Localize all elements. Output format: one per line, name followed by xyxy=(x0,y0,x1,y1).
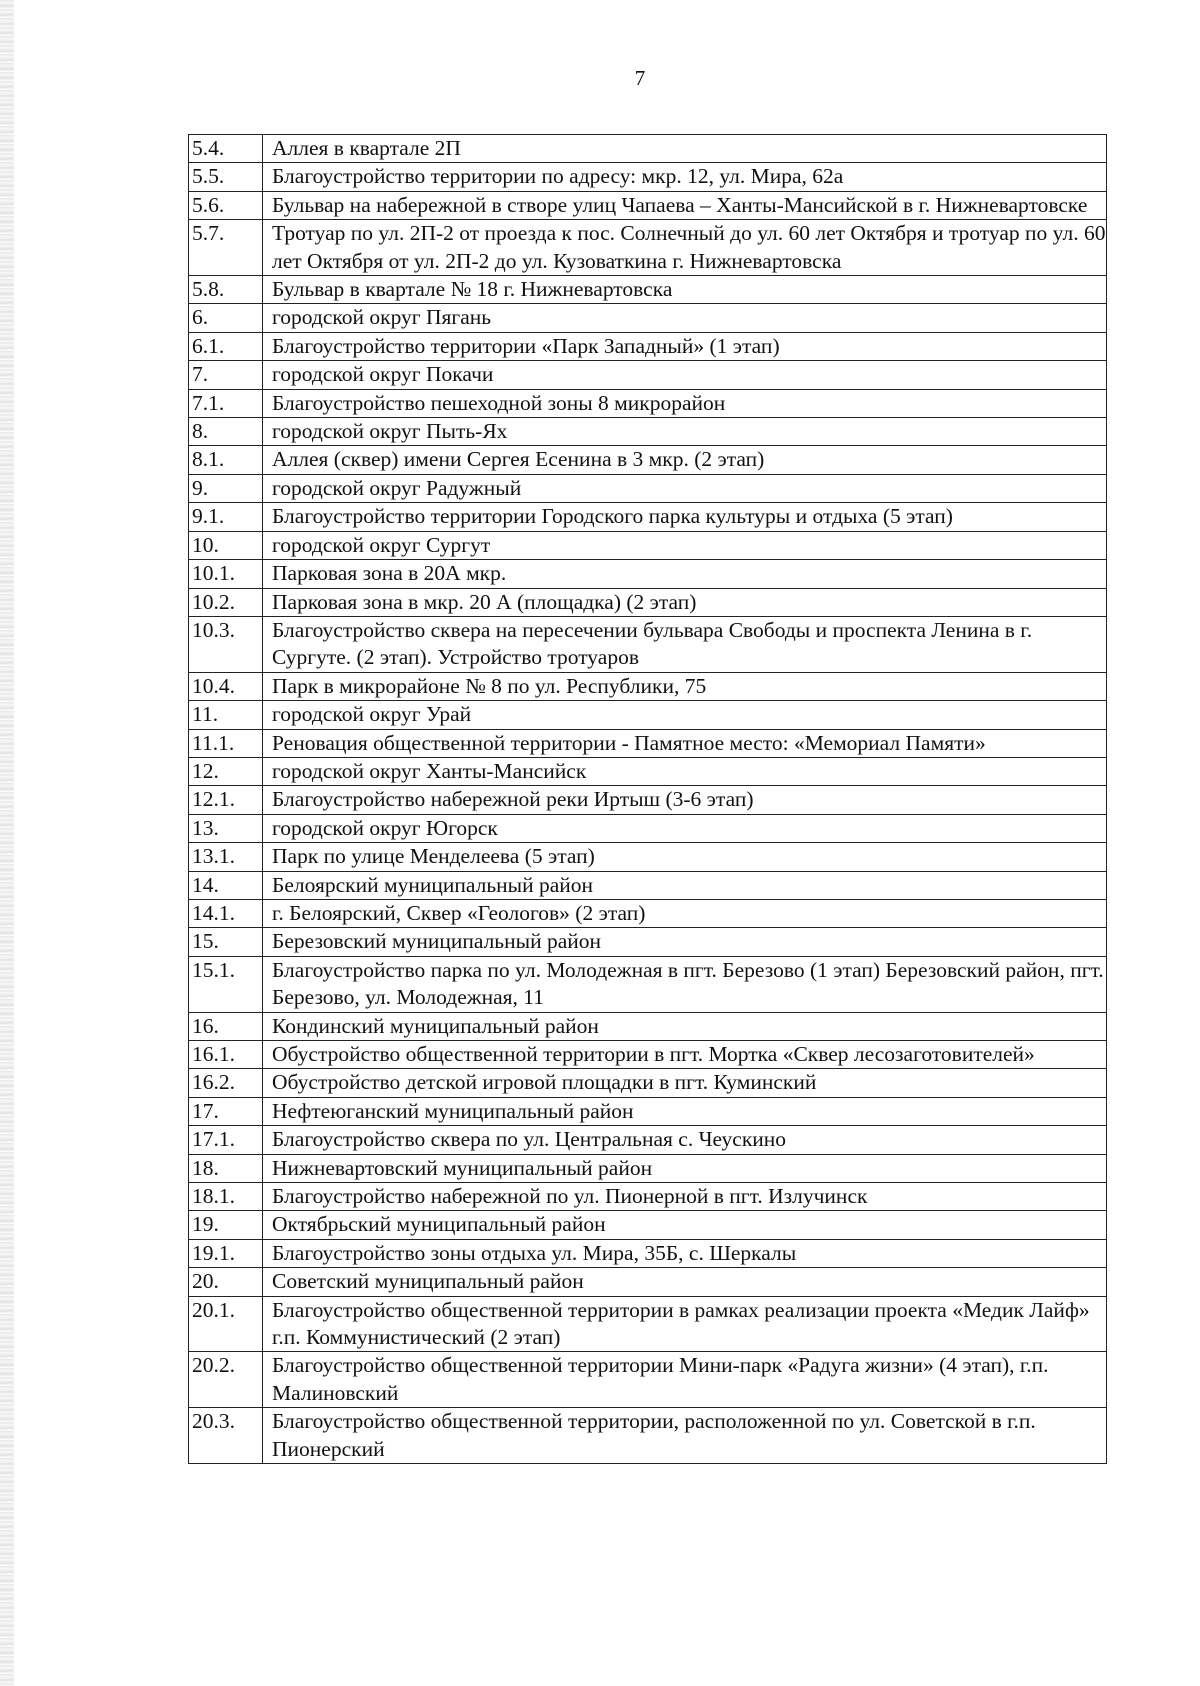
table-row xyxy=(189,1183,1107,1211)
table-row xyxy=(189,928,1107,956)
table-row xyxy=(189,1296,1107,1352)
row-territory-name: Березовский муниципальный район xyxy=(263,928,1107,956)
row-territory-name: Благоустройство территории «Парк Западный» (1 этап) xyxy=(263,332,1107,360)
row-territory-name: Парковая зона в 20А мкр. xyxy=(263,560,1107,588)
table-row xyxy=(189,1211,1107,1239)
row-territory-name: Октябрьский муниципальный район xyxy=(263,1211,1107,1239)
row-territory-name: Бульвар в квартале № 18 г. Нижневартовска xyxy=(263,276,1107,304)
row-territory-name: Благоустройство зоны отдыха ул. Мира, 35Б, с. Шеркалы xyxy=(263,1239,1107,1267)
row-territory-name: Обустройство детской игровой площадки в пгт. Куминский xyxy=(263,1069,1107,1097)
row-number: 13.1. xyxy=(189,843,263,871)
row-number: 16. xyxy=(189,1012,263,1040)
row-territory-name: Нижневартовский муниципальный район xyxy=(263,1154,1107,1182)
row-number: 19. xyxy=(189,1211,263,1239)
row-territory-name: Тротуар по ул. 2П-2 от проезда к пос. Солнечный до ул. 60 лет Октября и тротуар по ул. 60 лет Октября от ул. 2П-2 до ул. Кузоваткина г. Нижневартовска xyxy=(263,220,1107,276)
row-territory-name: Благоустройство набережной реки Иртыш (3-6 этап) xyxy=(263,786,1107,814)
table-row xyxy=(189,1097,1107,1125)
table-row xyxy=(189,588,1107,616)
row-number: 17. xyxy=(189,1097,263,1125)
table-row xyxy=(189,418,1107,446)
table-row xyxy=(189,843,1107,871)
table-row xyxy=(189,1069,1107,1097)
row-number: 5.4. xyxy=(189,135,263,163)
table-row xyxy=(189,757,1107,785)
row-territory-name: Благоустройство общественной территории, расположенной по ул. Советской в г.п. Пионерский xyxy=(263,1408,1107,1464)
row-number: 10.1. xyxy=(189,560,263,588)
row-number: 17.1. xyxy=(189,1126,263,1154)
table-row xyxy=(189,1041,1107,1069)
row-number: 10.3. xyxy=(189,616,263,672)
row-territory-name: Аллея в квартале 2П xyxy=(263,135,1107,163)
row-territory-name: Аллея (сквер) имени Сергея Есенина в 3 мкр. (2 этап) xyxy=(263,446,1107,474)
row-territory-name: городской округ Пягань xyxy=(263,304,1107,332)
row-territory-name: Благоустройство общественной территории в рамках реализации проекта «Медик Лайф» г.п. Коммунистический (2 этап) xyxy=(263,1296,1107,1352)
row-number: 6. xyxy=(189,304,263,332)
row-number: 16.1. xyxy=(189,1041,263,1069)
row-territory-name: Нефтеюганский муниципальный район xyxy=(263,1097,1107,1125)
row-territory-name: Белоярский муниципальный район xyxy=(263,871,1107,899)
table-row xyxy=(189,276,1107,304)
territories-table xyxy=(188,134,1107,1464)
table-row xyxy=(189,389,1107,417)
row-number: 18. xyxy=(189,1154,263,1182)
row-territory-name: г. Белоярский, Сквер «Геологов» (2 этап) xyxy=(263,899,1107,927)
row-number: 16.2. xyxy=(189,1069,263,1097)
table-row xyxy=(189,1268,1107,1296)
row-number: 20. xyxy=(189,1268,263,1296)
table-row xyxy=(189,701,1107,729)
row-territory-name: городской округ Радужный xyxy=(263,474,1107,502)
table-row xyxy=(189,956,1107,1012)
table-row xyxy=(189,474,1107,502)
table-row xyxy=(189,361,1107,389)
table-body xyxy=(189,135,1107,1464)
row-number: 10.2. xyxy=(189,588,263,616)
table-row xyxy=(189,531,1107,559)
row-number: 5.7. xyxy=(189,220,263,276)
row-territory-name: Парковая зона в мкр. 20 А (площадка) (2 этап) xyxy=(263,588,1107,616)
table-row xyxy=(189,1012,1107,1040)
row-number: 7. xyxy=(189,361,263,389)
row-territory-name: городской округ Пыть-Ях xyxy=(263,418,1107,446)
row-territory-name: Реновация общественной территории - Памятное место: «Мемориал Памяти» xyxy=(263,729,1107,757)
row-number: 7.1. xyxy=(189,389,263,417)
table-row xyxy=(189,1239,1107,1267)
row-territory-name: городской округ Покачи xyxy=(263,361,1107,389)
row-number: 8.1. xyxy=(189,446,263,474)
table-row xyxy=(189,304,1107,332)
row-number: 20.2. xyxy=(189,1352,263,1408)
row-number: 14. xyxy=(189,871,263,899)
row-number: 10.4. xyxy=(189,672,263,700)
row-number: 6.1. xyxy=(189,332,263,360)
row-territory-name: Кондинский муниципальный район xyxy=(263,1012,1107,1040)
table-row xyxy=(189,560,1107,588)
table-row xyxy=(189,1126,1107,1154)
row-territory-name: Благоустройство парка по ул. Молодежная в пгт. Березово (1 этап) Березовский район, пгт. Березово, ул. Молодежная, 11 xyxy=(263,956,1107,1012)
table-row xyxy=(189,1408,1107,1464)
row-territory-name: Благоустройство территории Городского парка культуры и отдыха (5 этап) xyxy=(263,503,1107,531)
table-row xyxy=(189,135,1107,163)
table-row xyxy=(189,503,1107,531)
table-row xyxy=(189,1352,1107,1408)
table-row xyxy=(189,1154,1107,1182)
row-number: 20.1. xyxy=(189,1296,263,1352)
table-row xyxy=(189,871,1107,899)
row-number: 14.1. xyxy=(189,899,263,927)
row-number: 11. xyxy=(189,701,263,729)
row-number: 20.3. xyxy=(189,1408,263,1464)
row-number: 19.1. xyxy=(189,1239,263,1267)
row-territory-name: Советский муниципальный район xyxy=(263,1268,1107,1296)
row-number: 9. xyxy=(189,474,263,502)
row-territory-name: Благоустройство сквера по ул. Центральная с. Чеускино xyxy=(263,1126,1107,1154)
row-number: 15. xyxy=(189,928,263,956)
table-row xyxy=(189,220,1107,276)
row-territory-name: Парк по улице Менделеева (5 этап) xyxy=(263,843,1107,871)
table-row xyxy=(189,332,1107,360)
row-territory-name: Бульвар на набережной в створе улиц Чапаева – Ханты-Мансийской в г. Нижневартовске xyxy=(263,191,1107,219)
row-territory-name: городской округ Урай xyxy=(263,701,1107,729)
row-number: 12. xyxy=(189,757,263,785)
row-number: 5.8. xyxy=(189,276,263,304)
row-territory-name: городской округ Ханты-Мансийск xyxy=(263,757,1107,785)
row-number: 5.5. xyxy=(189,163,263,191)
table-row xyxy=(189,729,1107,757)
row-number: 15.1. xyxy=(189,956,263,1012)
table-row xyxy=(189,786,1107,814)
table-row xyxy=(189,191,1107,219)
row-territory-name: городской округ Югорск xyxy=(263,814,1107,842)
table-row xyxy=(189,672,1107,700)
page-number: 7 xyxy=(634,66,646,90)
row-number: 12.1. xyxy=(189,786,263,814)
row-number: 9.1. xyxy=(189,503,263,531)
row-territory-name: Благоустройство пешеходной зоны 8 микрорайон xyxy=(263,389,1107,417)
row-number: 18.1. xyxy=(189,1183,263,1211)
table-row xyxy=(189,616,1107,672)
row-number: 5.6. xyxy=(189,191,263,219)
table-row xyxy=(189,814,1107,842)
row-number: 10. xyxy=(189,531,263,559)
table-row xyxy=(189,163,1107,191)
row-territory-name: Благоустройство территории по адресу: мкр. 12, ул. Мира, 62а xyxy=(263,163,1107,191)
row-territory-name: Благоустройство набережной по ул. Пионерной в пгт. Излучинск xyxy=(263,1183,1107,1211)
row-territory-name: Благоустройство сквера на пересечении бульвара Свободы и проспекта Ленина в г. Сургуте. (2 этап). Устройство тротуаров xyxy=(263,616,1107,672)
table-row xyxy=(189,446,1107,474)
row-number: 8. xyxy=(189,418,263,446)
table-row xyxy=(189,899,1107,927)
scan-edge-artifact xyxy=(0,0,14,1686)
row-number: 13. xyxy=(189,814,263,842)
row-territory-name: Парк в микрорайоне № 8 по ул. Республики, 75 xyxy=(263,672,1107,700)
row-territory-name: Благоустройство общественной территории Мини-парк «Радуга жизни» (4 этап), г.п. Малиновский xyxy=(263,1352,1107,1408)
row-territory-name: Обустройство общественной территории в пгт. Мортка «Сквер лесозаготовителей» xyxy=(263,1041,1107,1069)
row-territory-name: городской округ Сургут xyxy=(263,531,1107,559)
row-number: 11.1. xyxy=(189,729,263,757)
